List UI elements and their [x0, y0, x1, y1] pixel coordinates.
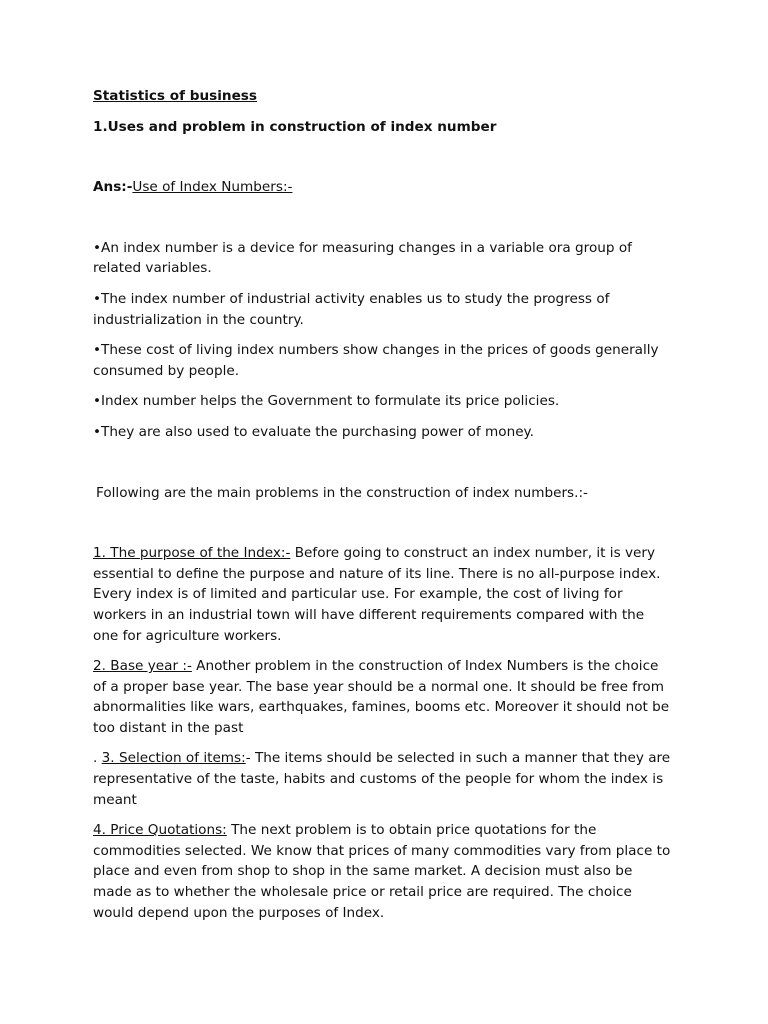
problem-item [93, 748, 673, 810]
question-heading: 1.Uses and problem in construction of index number [93, 118, 497, 135]
problem-heading: 4. Price Quotations: [93, 822, 227, 839]
use-item: •The index number of industrial activity enables us to study the progress of industrialization in the country. [93, 290, 610, 328]
answer-heading [93, 177, 673, 198]
uses-list [93, 238, 673, 443]
use-item: •Index number helps the Government to formulate its price policies. [93, 393, 560, 410]
document-page [93, 86, 673, 933]
problem-heading: 1. The purpose of the Index:- [93, 545, 291, 562]
use-item: •An index number is a device for measuring changes in a variable ora group of related variables. [93, 239, 632, 277]
problem-item [93, 656, 673, 738]
problem-item [93, 820, 673, 923]
problem-text: Before going to construct an index number, it is very essential to define the purpose and nature of its line. There is no all-purpose index. Every index is of limited and particular use. For example, the cost of living for workers in an industrial town will have different requirements compared with the one for agriculture workers. [93, 545, 661, 644]
problem-heading: 2. Base year :- [93, 658, 192, 675]
answer-heading-text: Use of Index Numbers:- [132, 179, 293, 196]
answer-prefix: Ans:- [93, 179, 133, 196]
use-item: •They are also used to evaluate the purchasing power of money. [93, 423, 534, 440]
problem-heading: 3. Selection of items: [101, 750, 246, 767]
problem-text: The next problem is to obtain price quotations for the commodities selected. We know that prices of many commodities vary from place to place and even from shop to shop in the same market. A decision must also be made as to whether the wholesale price or retail price are required. The choice would depend upon the purposes of Index. [93, 822, 671, 921]
problems-list [93, 543, 673, 923]
problem-item [93, 543, 673, 646]
document-title: Statistics of business [93, 88, 257, 104]
use-item: •These cost of living index numbers show changes in the prices of goods generally consumed by people. [93, 342, 659, 379]
problems-intro: Following are the main problems in the construction of index numbers.:- [96, 484, 588, 501]
problem-text: Another problem in the construction of Index Numbers is the choice of a proper base year. The base year should be a normal one. It should be free from abnormalities like wars, earthquakes, famines, booms etc. Moreover it should not be too distant in the past [93, 658, 670, 736]
problem-text: - The items should be selected in such a manner that they are representative of the taste, habits and customs of the people for whom the index is meant [93, 750, 671, 808]
problem-prefix: . [93, 750, 102, 767]
